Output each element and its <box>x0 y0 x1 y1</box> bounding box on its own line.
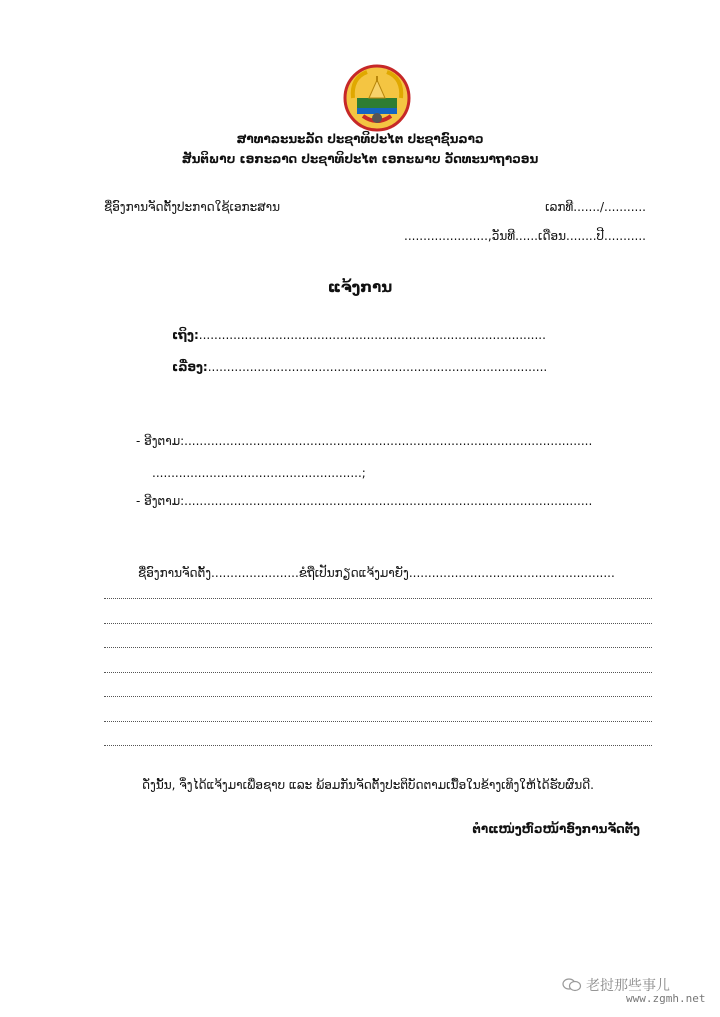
national-emblem-icon <box>343 64 411 132</box>
watermark-url: www.zgmh.net <box>626 992 706 1005</box>
closing-statement: ດັ່ງນັ້ນ, ຈຶ່ງໄດ້ແຈ້ງມາເພື່ອຊາບ ແລະ ພ້ອມກັນຈັດຕັ້ງປະຕິບັດຕາມເນື້ອໃນຂ້າງເທິງໃຫ້ໄດ້ຮັບຜົນດີ. <box>142 778 594 792</box>
country-name: ສາທາລະນະລັດ ປະຊາທິປະໄຕ ປະຊາຊົນລາວ <box>236 132 484 146</box>
body-line <box>104 598 652 599</box>
wechat-icon <box>562 978 582 992</box>
body-line <box>104 696 652 697</box>
document-title: ແຈ້ງການ <box>327 278 393 296</box>
subject-line <box>172 360 547 374</box>
to-label: ເຖິງ: <box>172 328 199 342</box>
body-intro: ຊື່ອົງການຈັດຕັ້ງ.......................ຂໍຖືເປັນກຽດແຈ້ງມາຍັງ...................................................... <box>138 566 615 580</box>
reference-item-1-continued: .......................................................; <box>152 466 366 480</box>
recipient-line <box>172 328 546 342</box>
body-line <box>104 721 652 722</box>
body-line <box>104 623 652 624</box>
national-motto: ສັນຕິພາບ ເອກະລາດ ປະຊາທິປະໄຕ ເອກະພາບ ວັດທະນາຖາວອນ <box>181 152 539 166</box>
subject-value: ......................................................................................... <box>207 360 548 374</box>
reference-number: ເລກທີ......./........... <box>545 200 646 214</box>
reference-item-1: - ອີງຕາມ:........................................................................................................... <box>136 434 593 448</box>
date-line: ......................,ວັນທີ......ເດືອນ........ປີ........... <box>404 229 646 243</box>
issuing-organization: ຊື່ອົງການຈັດຕັ້ງປະກາດໃຊ້ເອກະສານ <box>104 200 281 214</box>
signature-title: ຕຳແໜ່ງຫົວໜ້າອົງການຈັດຕັ້ງ <box>472 822 640 836</box>
subject-label: ເລື່ອງ: <box>172 360 208 374</box>
body-line <box>104 672 652 673</box>
body-line <box>104 745 652 746</box>
body-line <box>104 647 652 648</box>
to-value: ........................................................................................... <box>198 328 546 342</box>
watermark-name: 老挝那些事儿 <box>586 978 670 994</box>
reference-item-2: - ອີງຕາມ:........................................................................................................... <box>136 494 593 508</box>
